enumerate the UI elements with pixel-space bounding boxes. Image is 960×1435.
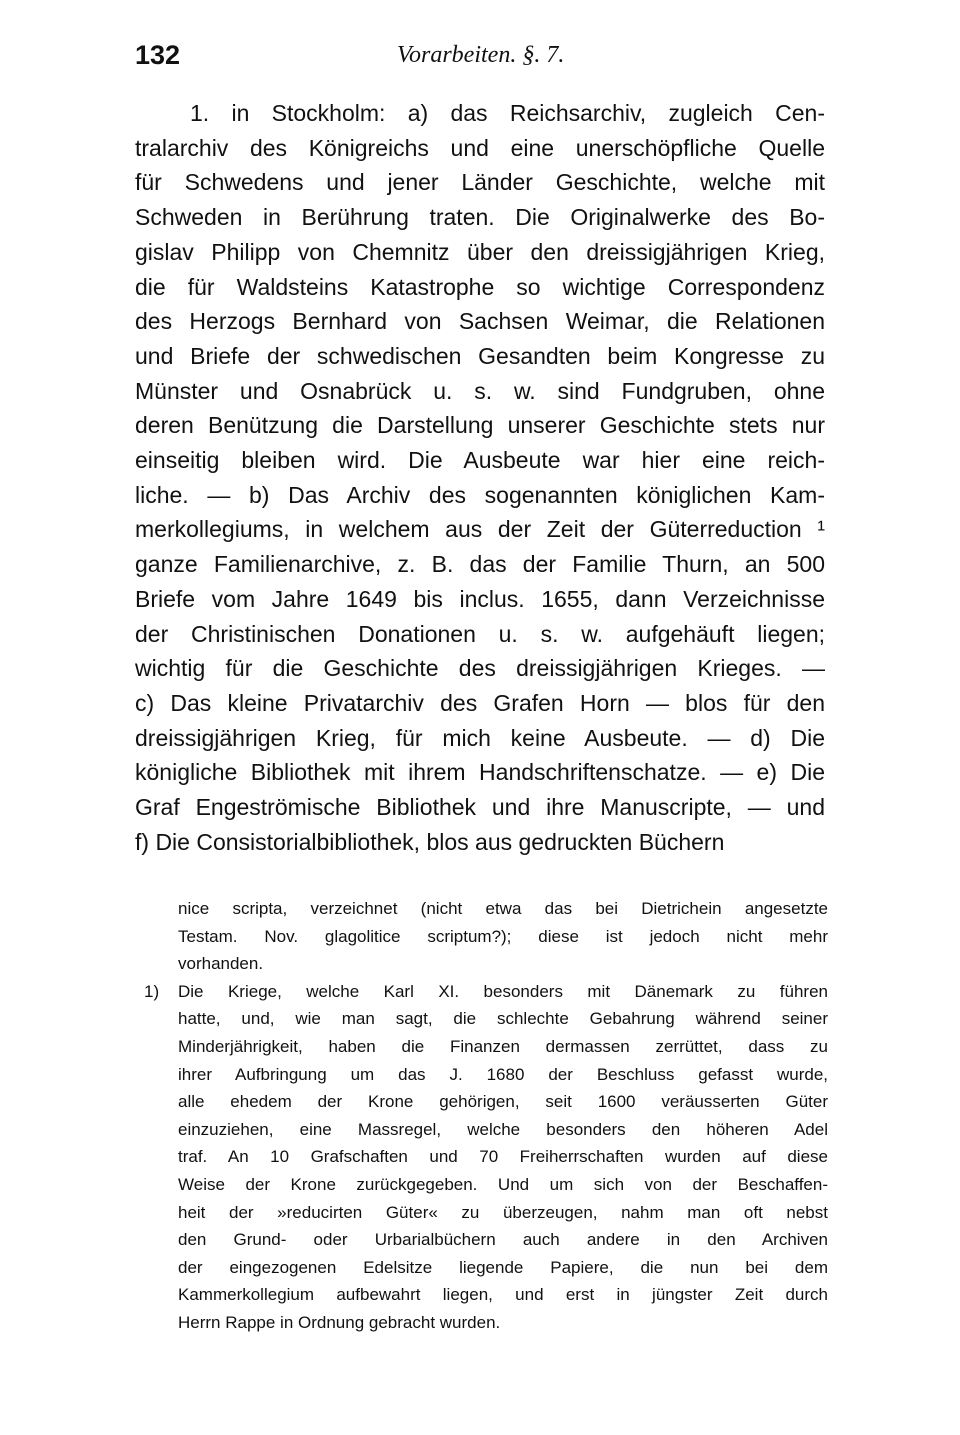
text-line: dreissigjährigen Krieg, für mich keine Ausbeute. — d) Die [135, 724, 825, 751]
text-line: 1. in Stockholm: a) das Reichsarchiv, zugleich Cen- [190, 100, 825, 126]
footnotes [144, 895, 828, 1337]
text-line: die für Waldsteins Katastrophe so wichtige Correspondenz [135, 273, 825, 300]
text-line: und Briefe der schwedischen Gesandten beim Kongresse zu [135, 342, 825, 369]
main-text [135, 96, 825, 859]
text-line: merkollegiums, in welchem aus der Zeit der Güterreduction ¹ [135, 516, 825, 543]
footnote-line: alle ehedem der Krone gehörigen, seit 1600 veräusserten Güter [178, 1092, 828, 1112]
text-line: Graf Engeströmische Bibliothek und ihre Manuscripte, — und [135, 794, 825, 821]
text-line: deren Benützung die Darstellung unserer Geschichte stets nur [135, 412, 825, 439]
footnote-line: Minderjährigkeit, haben die Finanzen dermassen zerrüttet, dass zu [178, 1036, 828, 1056]
text-line: der Christinischen Donationen u. s. w. aufgehäuft liegen; [135, 620, 825, 647]
text-line: liche. — b) Das Archiv des sogenannten königlichen Kam- [135, 481, 825, 508]
footnote-1 [144, 978, 828, 1337]
text-line: gislav Philipp von Chemnitz über den dreissigjährigen Krieg, [135, 238, 825, 265]
text-line: für Schwedens und jener Länder Geschichte, welche mit [135, 169, 825, 196]
text-line: Briefe vom Jahre 1649 bis inclus. 1655, dann Verzeichnisse [135, 585, 825, 612]
footnote-line: nice scripta, verzeichnet (nicht etwa das bei Dietrichein angesetzte [178, 899, 828, 918]
text-line: ganze Familienarchive, z. B. das der Familie Thurn, an 500 [135, 551, 825, 578]
footnote-line: Die Kriege, welche Karl XI. besonders mit Dänemark zu führen [178, 981, 828, 1001]
text-line: des Herzogs Bernhard von Sachsen Weimar, die Relationen [135, 308, 825, 335]
footnote-line: Herrn Rappe in Ordnung gebracht wurden. [178, 1312, 501, 1332]
footnote-line: traf. An 10 Grafschaften und 70 Freiherrschaften wurden auf diese [178, 1147, 828, 1167]
footnote-line: vorhanden. [178, 954, 264, 974]
footnote-continuation [178, 895, 828, 978]
footnote-line: Weise der Krone zurückgegeben. Und um sich von der Beschaffen- [178, 1174, 828, 1194]
text-line: Schweden in Berührung traten. Die Originalwerke des Bo- [135, 204, 825, 231]
footnote-line: Kammerkollegium aufbewahrt liegen, und erst in jüngster Zeit durch [178, 1285, 828, 1305]
text-line: wichtig für die Geschichte des dreissigjährigen Krieges. — [135, 655, 825, 682]
text-line: c) Das kleine Privatarchiv des Grafen Horn — blos für den [135, 689, 825, 716]
running-head: Vorarbeiten. §. 7. [397, 42, 565, 68]
footnote-line: hatte, und, wie man sagt, die schlechte Gebahrung während seiner [178, 1009, 828, 1029]
footnote-line: ihrer Aufbringung um das J. 1680 der Beschluss gefasst wurde, [178, 1064, 828, 1084]
footnote-line: einzuziehen, eine Massregel, welche besonders den höheren Adel [178, 1119, 828, 1139]
text-line: Münster und Osnabrück u. s. w. sind Fundgruben, ohne [135, 377, 825, 404]
text-line: f) Die Consistorialbibliothek, blos aus gedruckten Büchern [135, 828, 725, 855]
page-number: 132 [135, 40, 181, 70]
footnote-line: heit der »reducirten Güter« zu überzeugen, nahm man oft nebst [178, 1202, 828, 1222]
text-line: tralarchiv des Königreichs und eine unerschöpfliche Quelle [135, 134, 825, 161]
footnote-line: den Grund- oder Urbarialbüchern auch andere in den Archiven [178, 1230, 828, 1250]
footnote-marker: 1) [144, 981, 160, 1001]
footnote-line: der eingezogenen Edelsitze liegende Papiere, die nun bei dem [178, 1257, 828, 1277]
text-line: königliche Bibliothek mit ihrem Handschriftenschatze. — e) Die [135, 759, 825, 786]
page-header [135, 40, 825, 80]
footnote-line: Testam. Nov. glagolitice scriptum?); diese ist jedoch nicht mehr [178, 926, 828, 946]
text-line: einseitig bleiben wird. Die Ausbeute war hier eine reich- [135, 447, 825, 474]
